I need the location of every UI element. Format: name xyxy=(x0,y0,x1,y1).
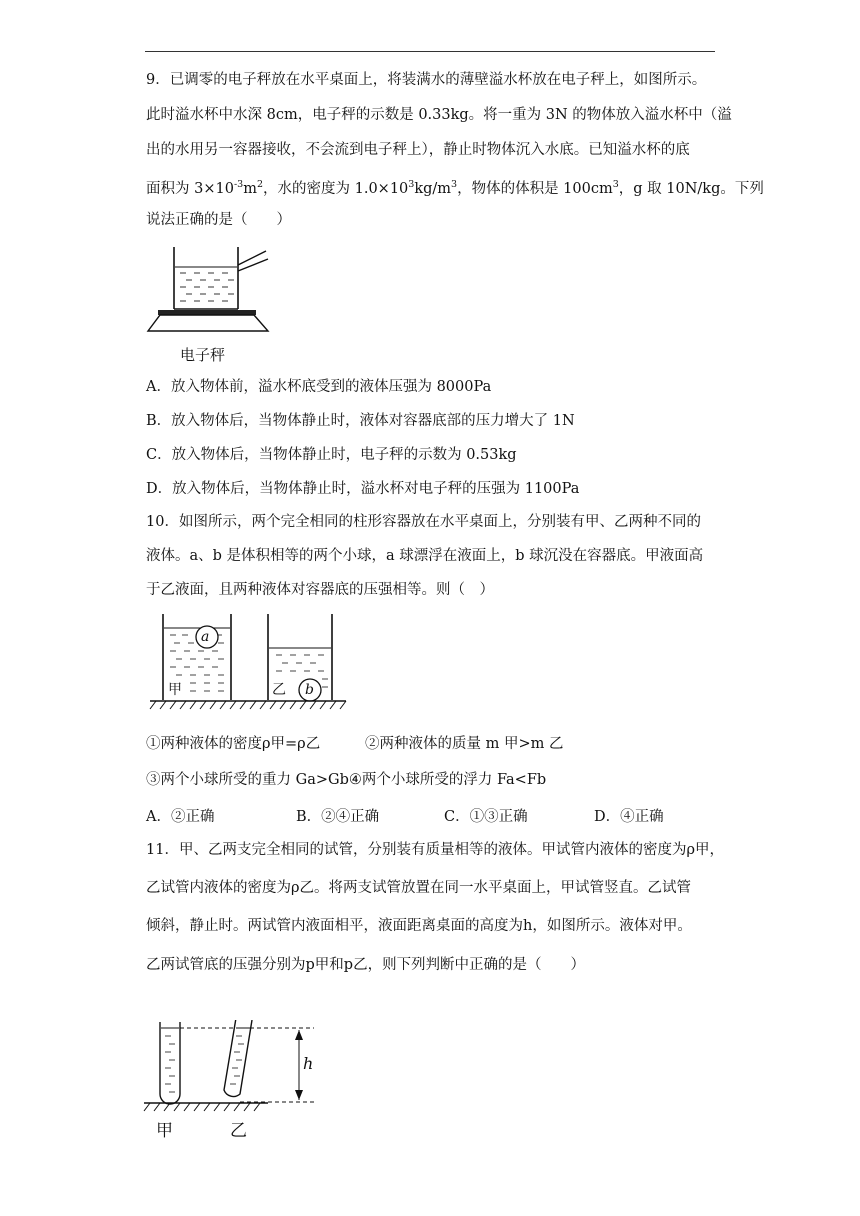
q9-option-d[interactable]: D．放入物体后，当物体静止时，溢水杯对电子秤的压强为 1100Pa xyxy=(146,481,580,497)
q9-option-c[interactable]: C．放入物体后，当物体静止时，电子秤的示数为 0.53kg xyxy=(146,447,517,463)
q11-line-1: 11．甲、乙两支完全相同的试管，分别装有质量相等的液体。甲试管内液体的密度为ρ甲， xyxy=(146,842,724,858)
q9-option-a[interactable]: A．放入物体前，溢水杯底受到的液体压强为 8000Pa xyxy=(146,379,492,395)
q10-statement-2: ②两种液体的质量 m 甲>m 乙 xyxy=(365,736,564,752)
q9-line-5: 说法正确的是（ ） xyxy=(146,212,291,228)
q9-line-2: 此时溢水杯中水深 8cm，电子秤的示数是 0.33kg。将一重为 3N 的物体放入溢水杯中（溢 xyxy=(146,107,732,123)
q10-option-c[interactable]: C．①③正确 xyxy=(444,809,528,825)
tube-jia-label: 甲 xyxy=(156,1121,173,1141)
ball-a-label: a xyxy=(201,629,210,645)
q10-statement-1: ①两种液体的密度ρ甲=ρ乙 xyxy=(146,736,321,752)
q10-option-a[interactable]: A．②正确 xyxy=(146,809,215,825)
q9-line-3: 出的水用另一容器接收，不会流到电子秤上），静止时物体沉入水底。已知溢水杯的底 xyxy=(146,142,690,158)
q11-line-2: 乙试管内液体的密度为ρ乙。将两支试管放置在同一水平桌面上，甲试管竖直。乙试管 xyxy=(146,880,692,896)
q10-line-2: 液体。a、b 是体积相等的两个小球，a 球漂浮在液面上，b 球沉没在容器底。甲液面高 xyxy=(146,548,704,564)
q10-line-1: 10．如图所示，两个完全相同的柱形容器放在水平桌面上，分别装有甲、乙两种不同的 xyxy=(146,514,701,530)
two-containers-figure xyxy=(146,608,356,718)
q9-line-1: 9．已调零的电子秤放在水平桌面上，将装满水的薄壁溢水杯放在电子秤上，如图所示。 xyxy=(146,72,707,88)
q11-line-3: 倾斜，静止时。两试管内液面相平，液面距离桌面的高度为h，如图所示。液体对甲。 xyxy=(146,918,692,934)
height-h-label: h xyxy=(303,1054,314,1073)
q10-option-b[interactable]: B．②④正确 xyxy=(296,809,380,825)
tube-yi-label: 乙 xyxy=(230,1121,247,1141)
cup-jia-label: 甲 xyxy=(168,682,182,698)
q10-option-d[interactable]: D．④正确 xyxy=(594,809,664,825)
q10-line-3: 于乙液面，且两种液体对容器底的压强相等。则（ ） xyxy=(146,582,494,598)
header-rule xyxy=(145,51,715,52)
scale-label: 电子秤 xyxy=(180,346,226,364)
cup-yi-label: 乙 xyxy=(272,682,286,698)
q11-line-4: 乙两试管底的压强分别为p甲和p乙，则下列判断中正确的是（ ） xyxy=(146,957,586,973)
ball-b-label: b xyxy=(305,682,314,698)
q10-statement-3-4: ③两个小球所受的重力 Ga>Gb④两个小球所受的浮力 Fa<Fb xyxy=(146,772,547,788)
q9-option-b[interactable]: B．放入物体后，当物体静止时，液体对容器底部的压力增大了 1N xyxy=(146,413,575,429)
q9-line-4: 面积为 $3\times 10^{-3}m^2$，水的密度为 $1.0\times 10^3kg/m^3$，物体的体积是 $100cm^3$，g 取 10N/kg。下列 xyxy=(146,179,764,197)
